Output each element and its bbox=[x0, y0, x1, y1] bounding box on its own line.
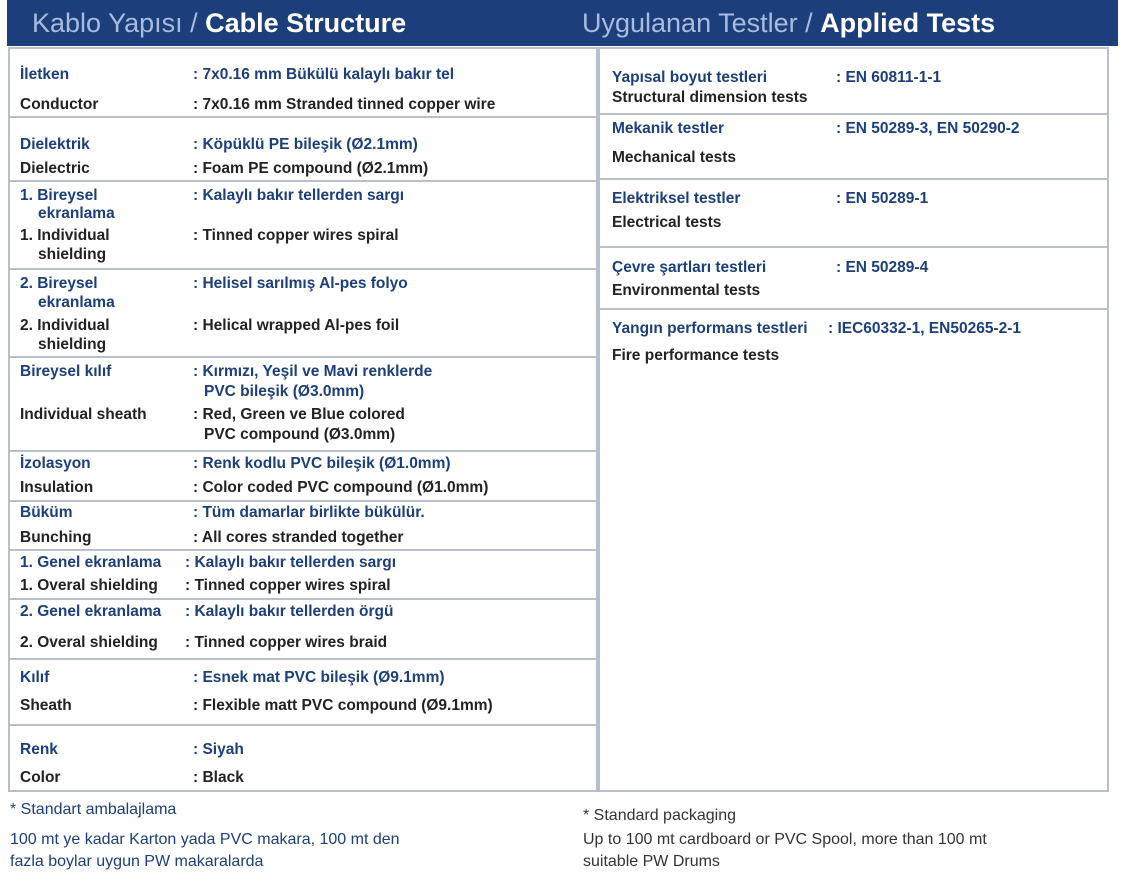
structure-value-tr: : Kalaylı bakır tellerden örgü bbox=[185, 603, 394, 620]
structure-value-tr: : Kalaylı bakır tellerden sargı bbox=[193, 187, 405, 204]
packaging-note-en-line1: Up to 100 mt cardboard or PVC Spool, more than 100 mt bbox=[583, 831, 987, 848]
structure-row-insulation bbox=[10, 452, 596, 502]
structure-value-en: : Flexible matt PVC compound (Ø9.1mm) bbox=[193, 697, 493, 714]
applied-tests-header bbox=[567, 0, 1118, 46]
structure-value-en: : Tinned copper wires spiral bbox=[185, 577, 391, 594]
structure-label-tr: 2. Bireysel bbox=[20, 275, 98, 292]
test-row-fire bbox=[600, 310, 1107, 790]
structure-value-tr: : Renk kodlu PVC bileşik (Ø1.0mm) bbox=[193, 455, 451, 472]
applied-tests-title-en: Applied Tests bbox=[820, 8, 996, 38]
structure-value-tr: : Kırmızı, Yeşil ve Mavi renklerde bbox=[193, 363, 433, 380]
structure-label-en: 2. Individual bbox=[20, 317, 110, 334]
structure-value-tr: : Kalaylı bakır tellerden sargı bbox=[185, 554, 397, 571]
structure-row-individual-shielding-1 bbox=[10, 182, 596, 270]
structure-label-tr: Büküm bbox=[20, 504, 73, 521]
structure-label-tr: Dielektrik bbox=[20, 136, 90, 153]
structure-label-tr: İletken bbox=[20, 66, 70, 83]
packaging-note-tr-line2: fazla boylar uygun PW makaralarda bbox=[10, 853, 264, 870]
structure-value-tr: : 7x0.16 mm Bükülü kalaylı bakır tel bbox=[193, 66, 455, 83]
structure-label-en: Sheath bbox=[20, 697, 72, 714]
test-label-en: Environmental tests bbox=[612, 282, 761, 299]
cable-structure-title-en: Cable Structure bbox=[205, 8, 407, 38]
test-label-en: Structural dimension tests bbox=[612, 89, 808, 106]
packaging-note-tr-line1: 100 mt ye kadar Karton yada PVC makara, 100 mt den bbox=[10, 831, 400, 848]
cable-structure-title-tr: Kablo Yapısı / bbox=[32, 8, 206, 38]
packaging-note-tr-title: * Standart ambalajlama bbox=[10, 801, 177, 818]
structure-value-en: : Black bbox=[193, 769, 244, 786]
structure-label-tr: 1. Genel ekranlama bbox=[20, 554, 162, 571]
structure-value-en: : Tinned copper wires braid bbox=[185, 634, 388, 651]
structure-label-en: Bunching bbox=[20, 529, 92, 546]
structure-value-en: : All cores stranded together bbox=[193, 529, 404, 546]
test-label-tr: Elektriksel testler bbox=[612, 190, 741, 207]
test-row-environmental bbox=[600, 248, 1107, 310]
structure-value-en: : Color coded PVC compound (Ø1.0mm) bbox=[193, 479, 489, 496]
structure-value-en: : Tinned copper wires spiral bbox=[193, 227, 399, 244]
structure-value-en: : Red, Green ve Blue colored bbox=[193, 406, 405, 423]
test-row-structural bbox=[600, 49, 1107, 115]
structure-label-tr: Kılıf bbox=[20, 669, 50, 686]
structure-label-en-cont: shielding bbox=[38, 246, 107, 263]
structure-label-en: 1. Overal shielding bbox=[20, 577, 158, 594]
structure-label-en-cont: shielding bbox=[38, 336, 107, 353]
test-label-tr: Yangın performans testleri bbox=[612, 320, 808, 337]
structure-value-tr: : Siyah bbox=[193, 741, 244, 758]
structure-row-color bbox=[10, 726, 596, 790]
test-standard: : EN 50289-1 bbox=[836, 190, 929, 207]
structure-value-tr-cont: PVC bileşik (Ø3.0mm) bbox=[204, 383, 365, 400]
structure-label-tr-cont: ekranlama bbox=[38, 205, 115, 222]
structure-label-tr: İzolasyon bbox=[20, 455, 91, 472]
structure-label-tr-cont: ekranlama bbox=[38, 294, 115, 311]
structure-label-tr: 2. Genel ekranlama bbox=[20, 603, 162, 620]
structure-value-en: : Helical wrapped Al-pes foil bbox=[193, 317, 400, 334]
structure-row-individual-sheath bbox=[10, 358, 596, 452]
test-row-electrical bbox=[600, 180, 1107, 248]
structure-value-tr: : Helisel sarılmış Al-pes folyo bbox=[193, 275, 408, 292]
structure-row-overal-shielding-1 bbox=[10, 551, 596, 600]
structure-value-en: : 7x0.16 mm Stranded tinned copper wire bbox=[193, 96, 496, 113]
structure-label-en: Individual sheath bbox=[20, 406, 147, 423]
test-label-en: Mechanical tests bbox=[612, 149, 737, 166]
structure-label-en: Insulation bbox=[20, 479, 94, 496]
test-label-en: Electrical tests bbox=[612, 214, 722, 231]
structure-label-en: Color bbox=[20, 769, 61, 786]
test-row-mechanical bbox=[600, 115, 1107, 180]
structure-label-en: 1. Individual bbox=[20, 227, 110, 244]
structure-row-individual-shielding-2 bbox=[10, 270, 596, 358]
test-label-en: Fire performance tests bbox=[612, 347, 780, 364]
structure-value-en-cont: PVC compound (Ø3.0mm) bbox=[204, 426, 396, 443]
test-label-tr: Çevre şartları testleri bbox=[612, 259, 767, 276]
structure-label-tr: 1. Bireysel bbox=[20, 187, 98, 204]
applied-tests-title-tr: Uygulanan Testler / bbox=[582, 8, 821, 38]
packaging-note-en-line2: suitable PW Drums bbox=[583, 853, 720, 870]
test-standard: : EN 60811-1-1 bbox=[836, 69, 942, 86]
structure-label-tr: Renk bbox=[20, 741, 58, 758]
structure-label-en: 2. Overal shielding bbox=[20, 634, 158, 651]
structure-value-tr: : Köpüklü PE bileşik (Ø2.1mm) bbox=[193, 136, 418, 153]
packaging-note-en-title: * Standard packaging bbox=[583, 807, 736, 824]
structure-value-en: : Foam PE compound (Ø2.1mm) bbox=[193, 160, 429, 177]
structure-value-tr: : Esnek mat PVC bileşik (Ø9.1mm) bbox=[193, 669, 445, 686]
test-standard: : IEC60332-1, EN50265-2-1 bbox=[828, 320, 1022, 337]
test-label-tr: Mekanik testler bbox=[612, 120, 724, 137]
structure-label-en: Dielectric bbox=[20, 160, 90, 177]
structure-label-en: Conductor bbox=[20, 96, 99, 113]
applied-tests-table bbox=[598, 47, 1109, 792]
structure-row-overal-shielding-2 bbox=[10, 600, 596, 660]
structure-row-dielectric bbox=[10, 118, 596, 182]
structure-label-tr: Bireysel kılıf bbox=[20, 363, 112, 380]
structure-row-sheath bbox=[10, 660, 596, 726]
test-label-tr: Yapısal boyut testleri bbox=[612, 69, 768, 86]
cable-structure-table bbox=[8, 47, 598, 792]
structure-row-bunching bbox=[10, 502, 596, 551]
structure-value-tr: : Tüm damarlar birlikte bükülür. bbox=[193, 504, 425, 521]
test-standard: : EN 50289-3, EN 50290-2 bbox=[836, 120, 1020, 137]
test-standard: : EN 50289-4 bbox=[836, 259, 929, 276]
cable-structure-header bbox=[7, 0, 599, 46]
structure-row-conductor bbox=[10, 49, 596, 118]
